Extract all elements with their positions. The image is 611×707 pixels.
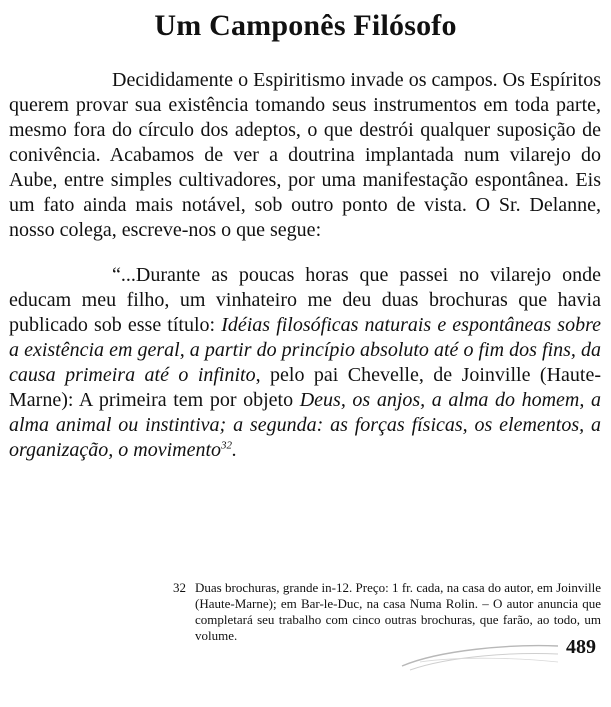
quote-end: . [232,439,238,461]
footnote-text: Duas brochuras, grande in-12. Preço: 1 fr. cada, na casa do autor, em Joinville (Haute-Marne); em Bar-le-Duc, na casa Numa Rolin. – O autor anuncia que completará seu trabalho com cinco outras brochuras, que farão, ao todo, um volume. [195,580,601,643]
page-ornament-swash [400,636,560,676]
quote-title-italic: Idéias filosóficas naturais e espontâneas sobre a existência em geral, a partir do princípio absoluto até o fim dos fins, da causa primeira até o infinito [9,314,601,386]
paragraph-intro: Decididamente o Espiritismo invade os campos. Os Espíritos querem provar sua existência tomando seus instrumentos em toda parte, mesmo fora do círculo dos adeptos, o que destrói qualquer suposição de conivência. Acabamos de ver a doutrina implantada num vilarejo do Aube, entre simples cultivadores, por uma manifestação espontânea. Eis um fato ainda mais notável, sob outro ponto de vista. O Sr. Delanne, nosso colega, escreve-nos o que segue: [9,69,601,241]
quote-subjects-text: Deus, os anjos, a alma do homem, a alma animal ou instintiva; a segunda: as forças físicas, os elementos, a organização, o movimento [9,389,601,461]
paragraph-quote [9,263,601,463]
page-title: Um Camponês Filósofo [154,9,457,42]
quote-text-1: “...Durante as poucas horas que passei no vilarejo onde educam meu filho, um vinhateiro me deu duas brochuras que havia publicado sob esse título: [9,264,601,336]
footnote-number: 32 [173,580,186,595]
page-number: 489 [566,636,596,658]
footnote [173,580,601,644]
body-text [9,68,601,463]
quote-text-2: , pelo pai Chevelle, de Joinville (Haute-Marne): A primeira tem por objeto [9,364,601,411]
footnote-reference[interactable]: 32 [221,439,233,452]
